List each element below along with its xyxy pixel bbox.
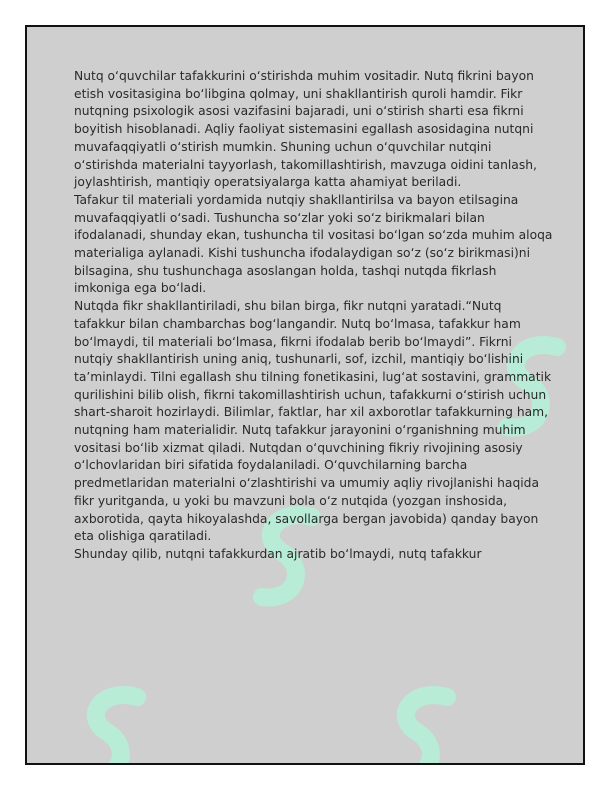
page-frame [25,25,585,765]
watermark-icon [62,677,172,765]
paragraph: Tafakur til materiali yordamida nutqiy shakllantirilsa va bayon etilsagina muvafaqqiyatli o‘sadi. Tushuncha so‘zlar yoki so‘z birikmalari bilan ifodalanadi, shunday ekan, tushuncha til vositasi bo‘lgan so‘zda muhim aloqa materialiga aylanadi. Kishi tushuncha ifodalaydigan so‘z (so‘z birikmasi)ni bilsagina, shu tushunchaga asoslangan holda, tashqi nutqda fikrlash imkoniga ega bo‘ladi. [74,192,553,296]
paragraph: Nutq o‘quvchilar tafakkurini o‘stirishda muhim vositadir. Nutq fikrini bayon etish vositasigina bo‘libgina qolmay, uni shakllantirish quroli hamdir. Fikr nutqning psixologik asosi vazifasini bajaradi, uni o‘stirish sharti esa fikrni boyitish hisoblanadi. Aqliy faoliyat sistemasini egallash asosidagina nutqni muvafaqqiyatli o‘stirish mumkin. Shuning uchun o‘quvchilar nutqini o‘stirishda materialni tayyorlash, takomillashtirish, mavzuga oidini tanlash, joylashtirish, mantiqiy operatsiyalarga katta ahamiyat beriladi. [74,69,537,190]
watermark-icon [372,677,482,765]
body-text [74,68,554,564]
paragraph: Shunday qilib, nutqni tafakkurdan ajratib bo‘lmaydi, nutq tafakkur [74,546,482,561]
paragraph: Nutqda fikr shakllantiriladi, shu bilan birga, fikr nutqni yaratadi.“Nutq tafakkur bilan chambarchas bog‘langandir. Nutq bo‘lmasa, tafakkur ham bo‘lmaydi, til materiali bo‘lmasa, fikrni ifodalab berib bo‘lmaydi”. Fikrni nutqiy shakllantirish uning aniq, tushunarli, sof, izchil, mantiqiy bo‘lishini ta’minlaydi. Tilni egallash shu tilning fonetikasini, lug‘at sostavini, grammatik qurilishini bilib olish, fikrni takomillashtirish uchun, tafakkurni o‘stirish uchun shart-sharoit hozirlaydi. Bilimlar, faktlar, har xil axborotlar tafakkurning ham, nutqning ham materialidir. Nutq tafakkur jarayonini o‘rganishning muhim vositasi bo‘lib xizmat qiladi. Nutqdan o‘quvchining fikriy rivojining asosiy o‘lchovlaridan biri sifatida foydalaniladi. O‘quvchilarning barcha predmetlaridan materialni o‘zlashtirishi va umumiy aqliy rivojlanishi haqida fikr yuritganda, u yoki bu mavzuni bola o‘z nutqida (yozgan inshosida, axborotida, qayta hikoyalashda, savollarga bergan javobida) qanday bayon eta olishiga qaratiladi. [74,299,552,544]
